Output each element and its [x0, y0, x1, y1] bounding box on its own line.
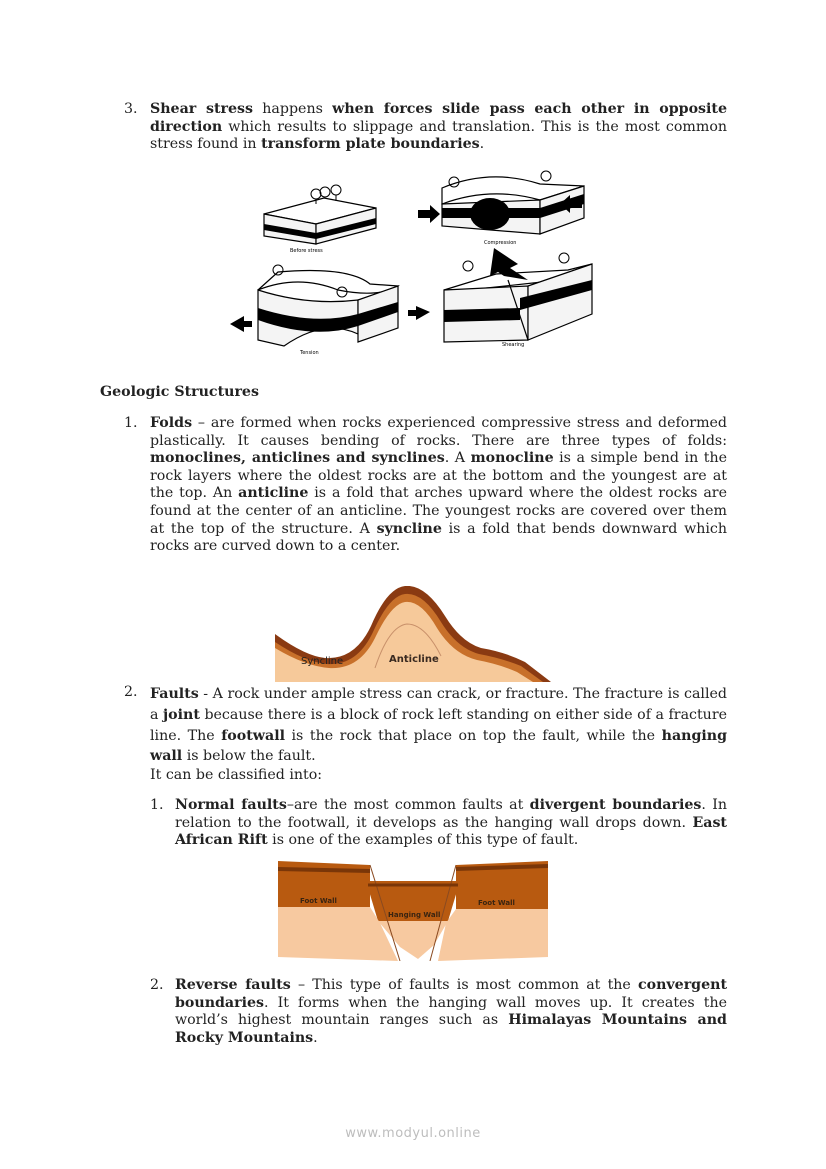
text-span: – are formed when rocks experienced compressive stress and deformed plastically. It causes bending of rocks. There are three types of folds:	[150, 415, 727, 449]
text-span: because there is a block of rock left standing on either side of a fracture line. The	[150, 706, 727, 744]
text-span: is below the fault.	[182, 748, 316, 765]
term-reverse-faults: Reverse faults	[175, 977, 291, 993]
label-before-stress: Before stress	[290, 248, 323, 254]
label-hanging-wall: Hanging Wall	[388, 911, 441, 919]
folds-figure	[275, 586, 551, 682]
section-heading: Geologic Structures	[100, 384, 259, 400]
text-span: .	[479, 136, 485, 153]
label-foot-wall-left: Foot Wall	[300, 897, 337, 905]
term-folds: Folds	[150, 415, 193, 431]
text-span: is a simple bend in the rock layers where the oldest rocks are at the bottom and the youngest are at the top. An	[150, 450, 727, 502]
term-monocline: monocline	[470, 450, 554, 467]
text-span: . It forms when the hanging wall moves up. It creates the world’s highest mountain ranges such as	[175, 994, 727, 1029]
text-span: which results to slippage and translation. This is the most common stress found in	[150, 118, 727, 153]
label-foot-wall-right: Foot Wall	[478, 899, 515, 907]
text-span: –are the most common faults at	[286, 797, 530, 813]
text-span: happens	[253, 101, 333, 117]
convergent-bold: convergent boundaries	[175, 977, 727, 1011]
shear-definition-bold: when forces slide pass each other in opposite direction	[150, 101, 727, 135]
term-shear-stress: Shear stress	[150, 101, 253, 117]
folds-paragraph	[150, 415, 727, 556]
compression-block	[418, 171, 584, 234]
shearing-block	[444, 248, 592, 342]
list-number: 2.	[150, 977, 164, 993]
label-syncline: Syncline	[301, 656, 344, 667]
before-stress-block	[264, 185, 376, 244]
classified-line: It can be classified into:	[150, 767, 323, 783]
shear-stress-paragraph	[150, 101, 727, 154]
faults-paragraph	[150, 684, 727, 767]
normal-faults-paragraph	[175, 797, 727, 850]
list-number: 1.	[124, 415, 138, 431]
transform-boundaries-bold: transform plate boundaries	[261, 136, 480, 153]
east-african-rift-bold: East African Rift	[175, 814, 727, 849]
text-span: .	[313, 1029, 318, 1046]
label-compression: Compression	[484, 240, 517, 246]
list-number: 1.	[150, 797, 164, 813]
footer-watermark: www.modyul.online	[345, 1126, 481, 1141]
text-span: . A	[444, 450, 471, 467]
fold-types-bold: monoclines, anticlines and synclines	[150, 450, 445, 467]
text-span: is the rock that place on top the fault, while the	[284, 727, 662, 744]
text-span: – This type of faults is most common at the	[290, 977, 639, 993]
term-faults: Faults	[150, 686, 199, 702]
stress-types-figure	[228, 170, 598, 362]
text-span: - A rock under ample stress can crack, or fracture. The fracture is called a	[150, 686, 727, 723]
term-footwall: footwall	[221, 727, 285, 744]
term-anticline: anticline	[238, 485, 309, 502]
term-hanging-wall: hanging wall	[150, 727, 727, 765]
text-span: is a fold that arches upward where the oldest rocks are found at the center of an anticline. The youngest rocks are covered over them at the top of the structure. A	[150, 485, 727, 537]
label-tension: Tension	[300, 350, 319, 356]
list-number: 3.	[124, 101, 138, 117]
mountains-bold: Himalayas Mountains and Rocky Mountains	[175, 1012, 727, 1046]
text-span: is one of the examples of this type of fault.	[267, 832, 579, 849]
text-span: . In relation to the footwall, it develops as the hanging wall drops down.	[175, 797, 727, 831]
list-number: 2.	[124, 684, 138, 700]
term-syncline: syncline	[376, 520, 442, 537]
reverse-faults-paragraph	[175, 977, 727, 1047]
text-span: is a fold that bends downward which rocks are curved down to a center.	[150, 520, 727, 555]
term-joint: joint	[163, 706, 200, 723]
term-normal-faults: Normal faults	[175, 797, 287, 813]
tension-block	[230, 265, 430, 346]
label-shearing: Shearing	[502, 342, 525, 348]
normal-fault-figure	[278, 861, 548, 961]
label-anticline: Anticline	[389, 654, 439, 665]
divergent-bold: divergent boundaries	[529, 797, 702, 813]
